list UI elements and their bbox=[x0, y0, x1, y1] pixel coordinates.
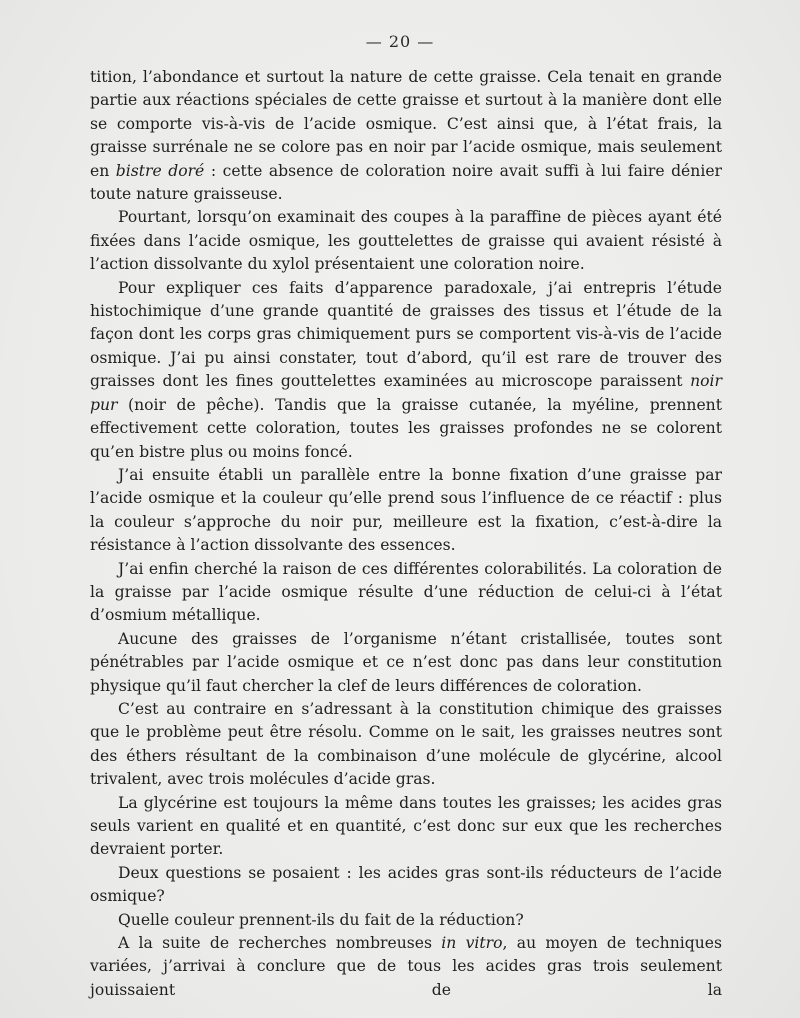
text-run: La glycérine est toujours la même dans toutes les graisses; les acides gras seuls varient en qualité et en quantité, c’est donc sur eux que les recherches devraient porter. bbox=[90, 793, 722, 859]
text-run: Quelle couleur prennent-ils du fait de la réduction? bbox=[118, 910, 524, 929]
text-run: , au moyen de techniques variées, j’arrivai à conclure que de tous les acides gras trois seulement jouissaient de la bbox=[90, 934, 722, 999]
paragraph bbox=[90, 464, 722, 558]
text-run: Deux questions se posaient : les acides gras sont-ils réducteurs de l’acide osmique? bbox=[90, 863, 722, 906]
text-run: Aucune des graisses de l’organisme n’étant cristallisée, toutes sont pénétrables par l’acide osmique et ce n’est donc pas dans leur constitution physique qu’il faut chercher la clef de leurs différences de coloration. bbox=[90, 629, 722, 695]
text-run: A la suite de recherches nombreuses bbox=[118, 934, 442, 953]
italic-text: noir pur bbox=[90, 372, 722, 414]
italic-text: in vitro bbox=[441, 934, 503, 953]
text-run: : cette absence de coloration noire avait suffi à lui faire dénier toute nature graisseuse. bbox=[90, 161, 722, 204]
paragraph bbox=[90, 792, 722, 862]
text-run: J’ai ensuite établi un parallèle entre la bonne fixation d’une graisse par l’acide osmique et la couleur qu’elle prend sous l’influence de ce réactif : plus la couleur s’approche du noir pur, meilleure est la fixation, c’est-à-dire la résistance à l’action dissolvante des essences. bbox=[90, 465, 722, 555]
text-run: tition, l’abondance et surtout la nature de cette graisse. Cela tenait en grande partie aux réactions spéciales de cette graisse et surtout à la manière dont elle se comporte vis-à-vis de l’acide osmique. C’est ainsi que, à l’état frais, la graisse surrénale ne se colore pas en noir par l’acide osmique, mais seulement en bbox=[90, 68, 722, 180]
text-run: Pour expliquer ces faits d’apparence paradoxale, j’ai entrepris l’étude histochimique d’une grande quantité de graisses des tissus et l’étude de la façon dont les corps gras chimiquement purs se comportent vis-à-vis de l’acide osmique. J’ai pu ainsi constater, tout d’abord, qu’il est rare de trouver des graisses dont les fines gouttelettes examinées au microscope paraissent bbox=[90, 278, 722, 391]
paragraph bbox=[90, 628, 722, 698]
paragraph bbox=[90, 932, 722, 1002]
text-run: C’est au contraire en s’adressant à la constitution chimique des graisses que le problème peut être résolu. Comme on le sait, les graisses neutres sont des éthers résultant de la combinaison d’une molécule de glycérine, alcool trivalent, avec trois molécules d’acide gras. bbox=[90, 699, 722, 789]
italic-text: bistre doré bbox=[115, 161, 205, 180]
page-number: — 20 — bbox=[365, 32, 435, 51]
paragraph bbox=[90, 698, 722, 792]
paragraph bbox=[90, 277, 722, 464]
paragraph bbox=[90, 862, 722, 909]
body-text bbox=[90, 66, 722, 1002]
paragraph bbox=[90, 558, 722, 628]
paragraph bbox=[90, 66, 722, 206]
text-run: (noir de pêche). Tandis que la graisse cutanée, la myéline, prennent effectivement cette coloration, toutes les graisses profondes ne se colorent qu’en bistre plus ou moins foncé. bbox=[90, 395, 722, 461]
paragraph bbox=[90, 909, 722, 932]
text-run: Pourtant, lorsqu’on examinait des coupes à la paraffine de pièces ayant été fixées dans l’acide osmique, les gouttelettes de graisse qui avaient résisté à l’action dissolvante du xylol présentaient une coloration noire. bbox=[90, 208, 722, 274]
text-run: J’ai enfin cherché la raison de ces différentes colorabilités. La coloration de la graisse par l’acide osmique résulte d’une réduction de celui-ci à l’état d’osmium métallique. bbox=[90, 559, 722, 625]
paragraph bbox=[90, 206, 722, 276]
